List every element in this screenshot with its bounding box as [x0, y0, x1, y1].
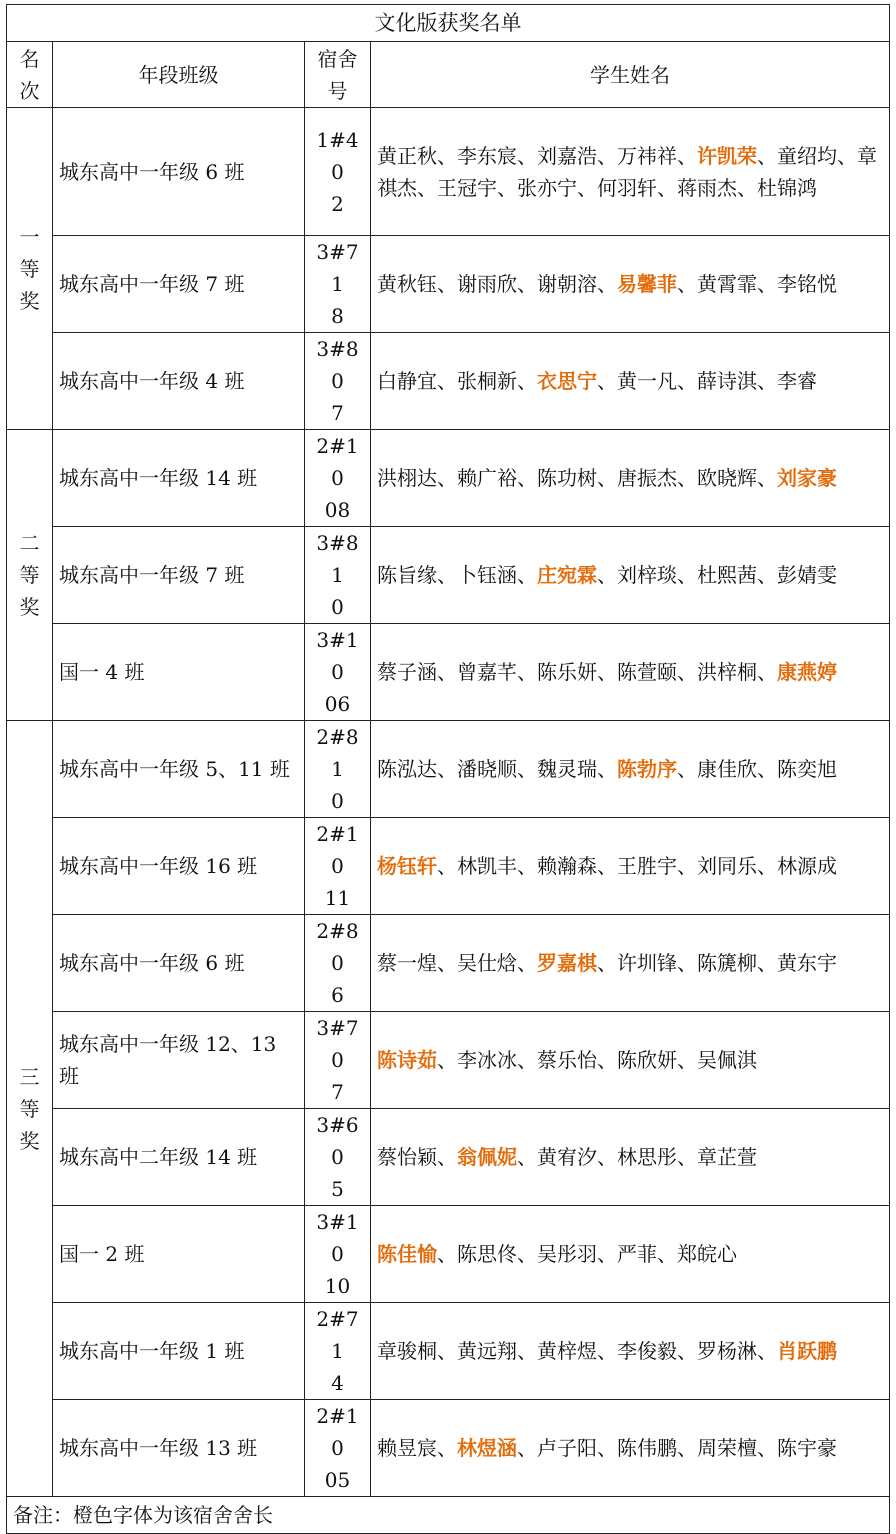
names-text: 、黄宥汐、林思彤、章芷萱 — [517, 1145, 757, 1169]
dorm-leader-name: 陈诗茹 — [377, 1048, 437, 1072]
names-text: 黄正秋、李东宸、刘嘉浩、万祎祥、 — [377, 143, 697, 168]
rank-cell — [7, 108, 53, 430]
names-text: 洪栩达、赖广裕、陈功树、唐振杰、欧晓辉、 — [377, 466, 777, 490]
dorm-leader-name: 肖跃鹏 — [777, 1339, 837, 1363]
class-cell: 城东高中一年级 1 班 — [53, 1303, 305, 1400]
dorm-leader-name: 罗嘉棋 — [537, 951, 597, 975]
room-cell — [305, 915, 371, 1012]
dorm-leader-name: 陈佳愉 — [377, 1242, 437, 1266]
names-cell — [371, 624, 890, 721]
room-cell — [305, 1012, 371, 1109]
room-part: 2 — [331, 191, 344, 216]
room-cell — [305, 721, 371, 818]
award-row — [7, 333, 890, 430]
room-part: 2#10 — [316, 1404, 359, 1460]
class-cell: 国一 4 班 — [53, 624, 305, 721]
room-part: 4 — [331, 1371, 344, 1395]
header-names: 学生姓名 — [371, 42, 890, 108]
rank-char: 等 — [19, 256, 40, 281]
class-cell: 城东高中一年级 5、11 班 — [53, 721, 305, 818]
award-row — [7, 430, 890, 527]
room-part: 3#71 — [316, 240, 359, 296]
class-cell: 城东高中二年级 14 班 — [53, 1109, 305, 1206]
names-text: 蔡一煌、吴仕焓、 — [377, 951, 537, 975]
names-cell — [371, 915, 890, 1012]
class-cell: 城东高中一年级 4 班 — [53, 333, 305, 430]
rank-cell — [7, 721, 53, 1497]
class-cell: 城东高中一年级 12、13 班 — [53, 1012, 305, 1109]
room-cell — [305, 430, 371, 527]
dorm-leader-name: 康燕婷 — [777, 660, 837, 684]
rank-char: 奖 — [19, 595, 40, 619]
award-row — [7, 1109, 890, 1206]
room-cell — [305, 624, 371, 721]
room-part: 8 — [331, 304, 344, 328]
dorm-leader-name: 易馨菲 — [617, 272, 677, 296]
room-part: 7 — [331, 401, 344, 425]
names-text: 、许圳锋、陈篪柳、黄东宇 — [597, 951, 837, 975]
rank-char: 二 — [19, 531, 40, 555]
class-cell: 城东高中一年级 6 班 — [53, 108, 305, 236]
dorm-leader-name: 陈勃序 — [617, 757, 677, 781]
names-text: 、卢子阳、陈伟鹏、周荣檀、陈宇豪 — [517, 1436, 837, 1460]
names-text: 蔡子涵、曾嘉芊、陈乐妍、陈萱颐、洪梓桐、 — [377, 660, 777, 684]
room-part: 05 — [324, 1468, 351, 1492]
room-cell — [305, 1303, 371, 1400]
rank-char: 三 — [19, 1064, 40, 1089]
names-cell — [371, 1012, 890, 1109]
class-cell: 城东高中一年级 6 班 — [53, 915, 305, 1012]
award-row — [7, 1400, 890, 1497]
rank-cell — [7, 430, 53, 721]
room-part: 3#70 — [316, 1016, 359, 1072]
room-cell — [305, 236, 371, 333]
header-room-line: 号 — [327, 78, 348, 103]
names-text: 、黄一凡、薛诗淇、李睿 — [597, 369, 817, 393]
names-cell — [371, 236, 890, 333]
award-row — [7, 527, 890, 624]
room-part: 0 — [331, 595, 344, 619]
award-row — [7, 236, 890, 333]
note-row — [7, 1497, 890, 1534]
names-cell — [371, 721, 890, 818]
names-text: 章骏桐、黄远翔、黄梓煜、李俊毅、罗杨淋、 — [377, 1339, 777, 1363]
room-part: 06 — [324, 692, 351, 716]
class-cell: 城东高中一年级 7 班 — [53, 527, 305, 624]
award-row — [7, 624, 890, 721]
award-row — [7, 915, 890, 1012]
award-row — [7, 818, 890, 915]
class-cell: 国一 2 班 — [53, 1206, 305, 1303]
dorm-leader-name: 刘家豪 — [777, 466, 837, 490]
names-text: 陈旨缘、卜钰涵、 — [377, 563, 537, 587]
room-cell — [305, 1400, 371, 1497]
room-part: 2#71 — [316, 1307, 359, 1363]
names-text: 白静宜、张桐新、 — [377, 369, 537, 393]
dorm-leader-name: 许凯荣 — [697, 143, 757, 168]
room-cell — [305, 333, 371, 430]
dorm-leader-name: 杨钰轩 — [377, 854, 437, 878]
room-cell — [305, 818, 371, 915]
title-row — [7, 5, 890, 42]
names-text: 、刘梓琰、杜熙茜、彭婧雯 — [597, 563, 837, 587]
rank-char: 等 — [19, 1096, 40, 1121]
names-text: 黄秋钰、谢雨欣、谢朝溶、 — [377, 272, 617, 296]
award-row — [7, 1012, 890, 1109]
room-part: 0 — [331, 789, 344, 813]
class-cell: 城东高中一年级 16 班 — [53, 818, 305, 915]
room-part: 6 — [331, 983, 344, 1007]
room-part: 3#81 — [316, 531, 359, 587]
room-part: 08 — [324, 498, 351, 522]
room-part: 7 — [331, 1080, 344, 1104]
names-text: 、陈思佟、吴彤羽、严菲、郑皖心 — [437, 1242, 737, 1266]
header-rank-line: 次 — [19, 78, 40, 103]
names-text: 陈泓达、潘晓顺、魏灵瑞、 — [377, 757, 617, 781]
header-class: 年段班级 — [53, 42, 305, 108]
names-cell — [371, 1303, 890, 1400]
award-row — [7, 108, 890, 236]
names-text: 蔡怡颖、 — [377, 1145, 457, 1169]
room-part: 2#10 — [316, 434, 359, 490]
award-table — [6, 4, 890, 1534]
names-cell — [371, 818, 890, 915]
dorm-leader-name: 衣思宁 — [537, 369, 597, 393]
rank-char: 奖 — [19, 1128, 40, 1153]
dorm-leader-name: 翁佩妮 — [457, 1145, 517, 1169]
room-cell — [305, 108, 371, 236]
names-cell — [371, 1400, 890, 1497]
names-cell — [371, 1109, 890, 1206]
names-text: 、童绍均、章祺杰、王冠宇、张亦宁、何羽轩、蒋雨杰、杜锦鸿 — [377, 143, 877, 200]
room-part: 2#81 — [316, 725, 359, 781]
header-rank-line: 名 — [19, 46, 40, 71]
room-part: 5 — [331, 1177, 344, 1201]
award-row — [7, 1206, 890, 1303]
room-cell — [305, 1206, 371, 1303]
room-part: 1#40 — [316, 127, 359, 184]
dorm-leader-name: 林煜涵 — [457, 1436, 517, 1460]
class-cell: 城东高中一年级 13 班 — [53, 1400, 305, 1497]
names-cell — [371, 1206, 890, 1303]
room-cell — [305, 1109, 371, 1206]
award-row — [7, 1303, 890, 1400]
room-part: 2#10 — [316, 822, 359, 878]
room-part: 10 — [324, 1274, 351, 1298]
names-text: 赖昱宸、 — [377, 1436, 457, 1460]
table-title: 文化版获奖名单 — [7, 5, 890, 42]
rank-char: 奖 — [19, 288, 40, 313]
rank-char: 一 — [19, 224, 40, 249]
header-rank — [7, 42, 53, 108]
rank-char: 等 — [19, 563, 40, 587]
names-cell — [371, 108, 890, 236]
names-cell — [371, 527, 890, 624]
room-part: 3#60 — [316, 1113, 359, 1169]
room-part: 3#80 — [316, 337, 359, 393]
award-row — [7, 721, 890, 818]
names-text: 、李冰冰、蔡乐怡、陈欣妍、吴佩淇 — [437, 1048, 757, 1072]
names-cell — [371, 333, 890, 430]
names-text: 、林凯丰、赖瀚森、王胜宇、刘同乐、林源成 — [437, 854, 837, 878]
names-text: 、黄霄霏、李铭悦 — [677, 272, 837, 296]
dorm-leader-name: 庄宛霖 — [537, 563, 597, 587]
room-part: 3#10 — [316, 628, 359, 684]
names-text: 、康佳欣、陈奕旭 — [677, 757, 837, 781]
room-part: 2#80 — [316, 919, 359, 975]
room-part: 11 — [324, 886, 351, 910]
room-cell — [305, 527, 371, 624]
note-text: 备注：橙色字体为该宿舍舍长 — [7, 1497, 890, 1534]
header-room-line: 宿舍 — [317, 46, 358, 71]
room-part: 3#10 — [316, 1210, 359, 1266]
header-room — [305, 42, 371, 108]
class-cell: 城东高中一年级 7 班 — [53, 236, 305, 333]
names-cell — [371, 430, 890, 527]
header-row — [7, 42, 890, 108]
class-cell: 城东高中一年级 14 班 — [53, 430, 305, 527]
